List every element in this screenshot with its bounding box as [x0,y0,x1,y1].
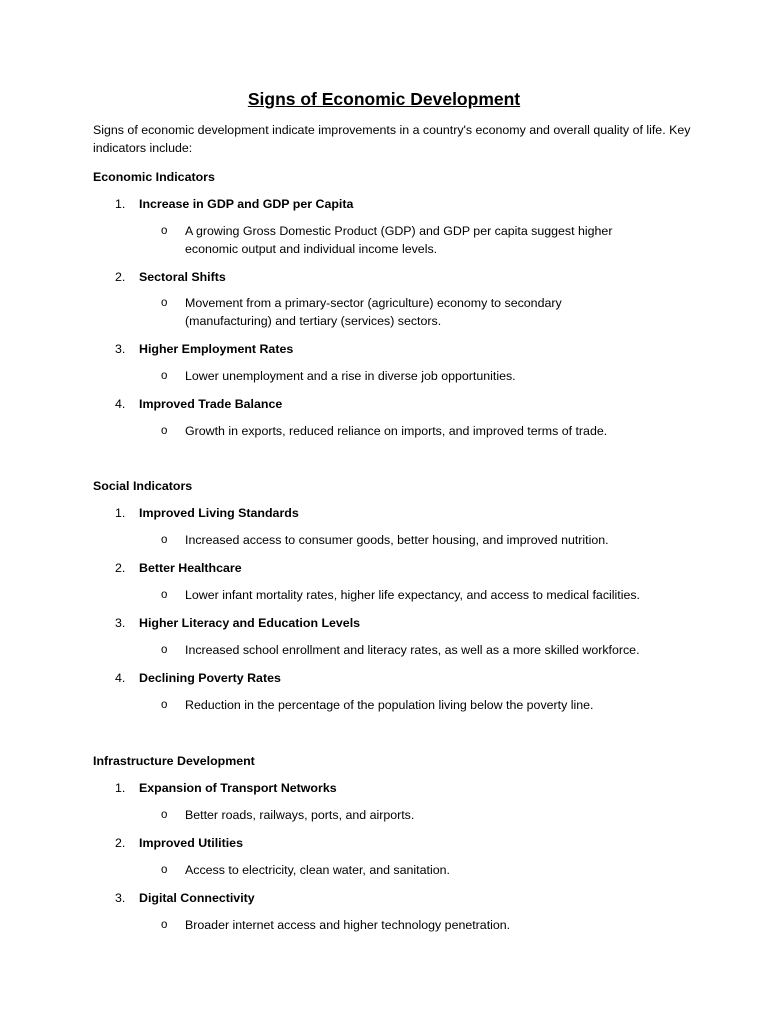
item-label: Declining Poverty Rates [139,671,281,685]
bullet-marker: o [161,225,168,237]
bullet-text: Increased school enrollment and literacy rates, as well as a more skilled workforce. [185,643,640,657]
bullet-text: Movement from a primary-sector (agriculture) economy to secondary (manufacturing) and tertiary (services) sectors. [185,296,562,328]
item-number: 2. [115,836,126,850]
bullet-text: Lower infant mortality rates, higher life expectancy, and access to medical facilities. [185,588,640,602]
intro-paragraph: Signs of economic development indicate improvements in a country's economy and overall quality of life. Key indicators include: [93,123,691,155]
item-number: 4. [115,397,126,411]
bullet-marker: o [161,534,168,546]
bullet-text: Lower unemployment and a rise in diverse job opportunities. [185,369,516,383]
bullet-text: Increased access to consumer goods, better housing, and improved nutrition. [185,533,609,547]
item-number: 1. [115,506,126,520]
bullet-marker: o [161,644,168,656]
item-number: 4. [115,671,126,685]
bullet-text: Growth in exports, reduced reliance on imports, and improved terms of trade. [185,424,608,438]
item-label: Expansion of Transport Networks [139,781,337,795]
item-label: Better Healthcare [139,561,242,575]
bullet-marker: o [161,809,168,821]
item-label: Sectoral Shifts [139,270,226,284]
bullet-marker: o [161,919,168,931]
bullet-text: A growing Gross Domestic Product (GDP) and GDP per capita suggest higher economic output and individual income levels. [185,224,613,256]
bullet-text: Better roads, railways, ports, and airports. [185,808,415,822]
item-label: Improved Living Standards [139,506,299,520]
bullet-marker: o [161,589,168,601]
bullet-marker: o [161,425,168,437]
item-label: Improved Utilities [139,836,243,850]
item-label: Higher Employment Rates [139,342,294,356]
bullet-text: Access to electricity, clean water, and sanitation. [185,863,450,877]
item-number: 1. [115,781,126,795]
item-number: 2. [115,561,126,575]
item-number: 3. [115,891,126,905]
bullet-marker: o [161,370,168,382]
bullet-marker: o [161,699,168,711]
item-number: 3. [115,616,126,630]
bullet-marker: o [161,297,168,309]
bullet-text: Broader internet access and higher technology penetration. [185,918,511,932]
item-number: 3. [115,342,126,356]
item-label: Digital Connectivity [139,891,255,905]
page-title: Signs of Economic Development [247,89,521,109]
item-label: Increase in GDP and GDP per Capita [139,197,354,211]
item-label: Improved Trade Balance [139,397,283,411]
bullet-text: Reduction in the percentage of the population living below the poverty line. [185,698,594,712]
section-heading: Social Indicators [93,479,193,493]
bullet-marker: o [161,864,168,876]
item-label: Higher Literacy and Education Levels [139,616,361,630]
section-heading: Infrastructure Development [93,754,255,768]
section-heading: Economic Indicators [93,170,215,184]
item-number: 2. [115,270,126,284]
item-number: 1. [115,197,126,211]
